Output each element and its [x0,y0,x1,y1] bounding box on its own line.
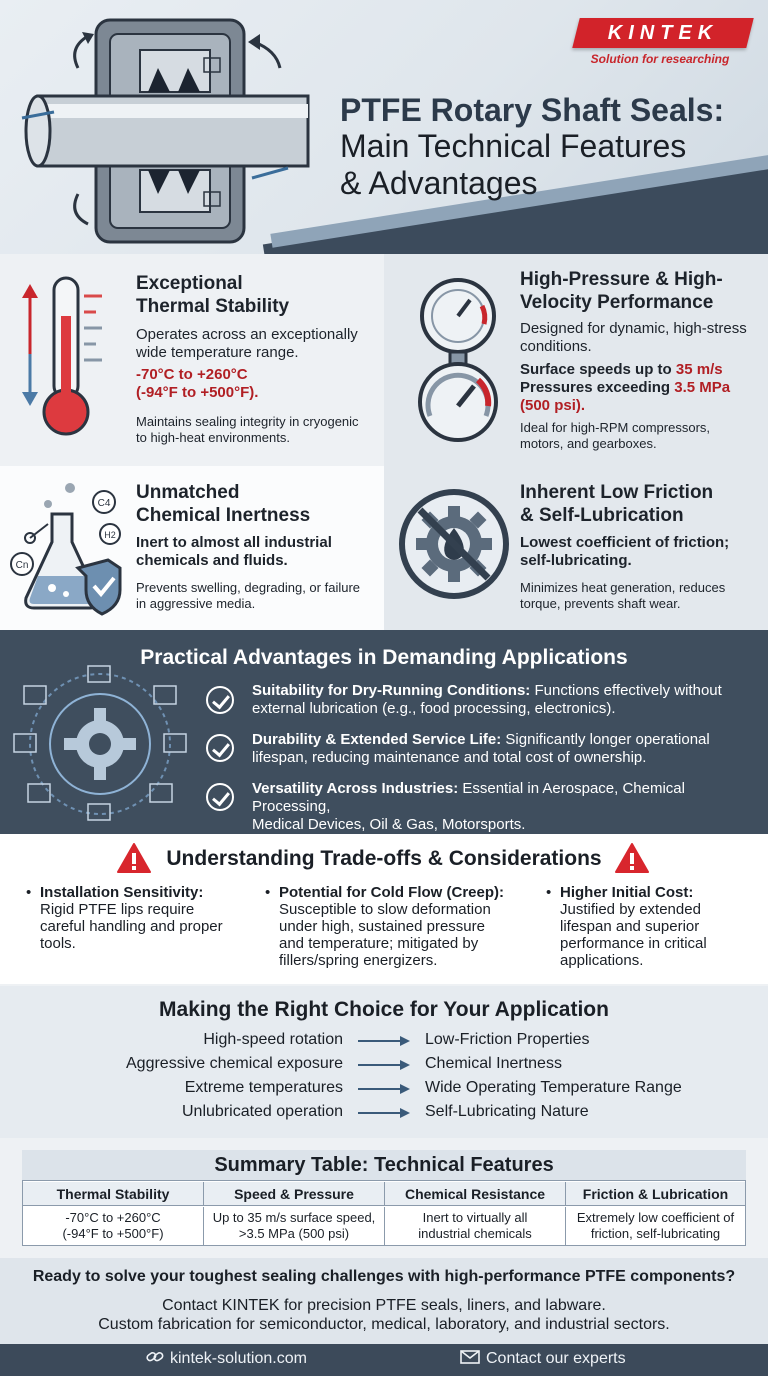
advantage-durability [252,731,762,767]
thermal-range-fahrenheit: (-94°F to +500°F). [136,384,259,401]
tradeoff-line: lifespan and superior [560,918,700,935]
website-label: kintek-solution.com [170,1350,307,1367]
brand-tagline: Solution for researching [590,52,730,66]
choice-need: Unlubricated operation [182,1103,343,1120]
tradeoff-line: Rigid PTFE lips require [40,901,195,918]
choice-need: Aggressive chemical exposure [126,1055,343,1072]
advantage-line-1 [252,682,762,700]
pressure-title-line-2: Velocity Performance [520,292,714,313]
pressure-title-line-1: High-Pressure & High- [520,269,723,290]
table-header-speed: Speed & Pressure [204,1182,385,1206]
pressure-speed [520,361,723,379]
thermal-note-1: Maintains sealing integrity in cryogenic [136,414,359,429]
rotary-shaft-seal-illustration [8,8,328,248]
pressure-desc-2: conditions. [520,338,592,355]
advantage-line-1 [252,731,762,749]
check-icon [206,686,234,714]
check-icon [206,734,234,762]
tradeoff-title: Higher Initial Cost: [560,884,694,901]
chemical-flask-icon [8,480,128,620]
table-header-chemical: Chemical Resistance [385,1182,566,1206]
choice-property: Self-Lubricating Nature [425,1103,589,1120]
arrow-right-icon [358,1084,410,1094]
table-cell-speed [204,1207,385,1245]
tradeoff-title: Installation Sensitivity: [40,884,204,901]
thermal-desc-2: wide temperature range. [136,344,299,361]
tradeoff-line: performance in critical [560,935,707,952]
badge-c4: C4 [97,498,111,509]
chemical-desc-1: Inert to almost all industrial [136,534,332,551]
tradeoff-title: Potential for Cold Flow (Creep): [279,884,504,901]
contact-link[interactable] [460,1350,626,1368]
cell-line: Extremely low coefficient of [576,1210,735,1225]
feature-card-friction [384,466,768,630]
cell-line: Up to 35 m/s surface speed, [212,1210,376,1225]
thermometer-icon [18,274,118,444]
feature-card-pressure [384,254,768,466]
advantage-text: Functions effectively without [530,682,722,699]
pressure-note-2: motors, and gearboxes. [520,436,657,451]
advantage-bold: Durability & Extended Service Life: [252,731,502,748]
tradeoff-line: Justified by extended [560,901,701,918]
advantages-title: Practical Advantages in Demanding Applications [140,646,628,669]
link-icon [146,1350,164,1364]
badge-cn: Cn [15,560,29,571]
table-cell-thermal [23,1207,204,1245]
advantage-line-2: Medical Devices, Oil & Gas, Motorsports. [252,816,526,833]
badge-h2: H2 [104,530,116,540]
pressure-gauge-icon [408,276,508,442]
pressure-label: Pressures exceeding [520,379,675,396]
friction-title-line-2: & Self-Lubrication [520,505,684,526]
friction-note-1: Minimizes heat generation, reduces [520,580,726,595]
advantage-dry-running [252,682,762,718]
tradeoffs-title: Understanding Trade-offs & Considerations [166,847,602,870]
table-cell-chemical [385,1207,566,1245]
choice-need: Extreme temperatures [184,1079,343,1096]
page-title-line-2: Main Technical Features [340,128,687,164]
page-title-line-1: PTFE Rotary Shaft Seals: [340,92,725,128]
tradeoff-line: fillers/spring energizers. [279,952,438,969]
tradeoff-line: Susceptible to slow deformation [279,901,491,918]
cell-line: friction, self-lubricating [590,1226,721,1241]
thermal-desc-1: Operates across an exceptionally [136,326,358,343]
advantage-line-2: external lubrication (e.g., food processing, electronics). [252,700,616,717]
thermal-range-celsius: -70°C to +260°C [136,366,248,383]
table-cell-friction [566,1207,745,1245]
thermal-title-line-2: Thermal Stability [136,296,290,317]
choice-property: Wide Operating Temperature Range [425,1079,682,1096]
chemical-desc-2: chemicals and fluids. [136,552,288,569]
speed-value: 35 m/s [675,361,723,378]
tradeoff-line: under high, sustained pressure [279,918,485,935]
tradeoff-installation [26,884,250,952]
choice-property: Low-Friction Properties [425,1031,590,1048]
no-lubricant-gear-icon [398,488,510,600]
choice-title: Making the Right Choice for Your Application [159,998,609,1021]
mail-icon [460,1350,480,1364]
arrow-right-icon [358,1060,410,1070]
advantage-line-2: lifespan, reducing maintenance and total cost of ownership. [252,749,647,766]
page-title-line-3: & Advantages [340,165,538,201]
tradeoff-line: applications. [560,952,644,969]
advantage-line-1 [252,780,762,816]
thermal-title-line-1: Exceptional [136,273,243,294]
advantage-versatility [252,780,762,834]
contact-label: Contact our experts [486,1350,626,1367]
cta-question: Ready to solve your toughest sealing challenges with high-performance PTFE components? [32,1268,736,1285]
friction-title-line-1: Inherent Low Friction [520,482,714,503]
tradeoff-line: careful handling and proper [40,918,223,935]
cta-line-1: Contact KINTEK for precision PTFE seals, liners, and labware. [162,1297,606,1314]
footer-bar [0,1344,768,1376]
chemical-note-1: Prevents swelling, degrading, or failure [136,580,361,595]
friction-desc-1: Lowest coefficient of friction; [520,534,730,551]
cell-line: (-94°F to +500°F) [62,1226,164,1241]
choice-property: Chemical Inertness [425,1055,562,1072]
feature-card-thermal [0,254,384,466]
bullet: • [546,884,552,901]
bullet: • [265,884,271,901]
tradeoff-cold-flow [265,884,529,969]
chemical-note-2: in aggressive media. [136,596,256,611]
arrow-right-icon [358,1108,410,1118]
pressure-desc-1: Designed for dynamic, high-stress [520,320,747,337]
advantage-text: Significantly longer operational [501,731,710,748]
cta-line-2: Custom fabrication for semiconductor, medical, laboratory, and industrial sectors. [98,1316,670,1333]
cell-line: -70°C to +260°C [65,1210,161,1225]
table-header-thermal: Thermal Stability [23,1182,204,1206]
feature-card-chemical [0,466,384,630]
tradeoff-initial-cost [546,884,760,969]
table-header-friction: Friction & Lubrication [566,1182,745,1206]
cell-line: Inert to virtually all [422,1210,528,1225]
pressure-value: 3.5 MPa [674,379,731,396]
thermal-note-2: to high-heat environments. [136,430,290,445]
pressure-psi: (500 psi). [520,397,586,414]
pressure-limit [520,379,730,397]
friction-desc-2: self-lubricating. [520,552,632,569]
advantage-bold: Suitability for Dry-Running Conditions: [252,682,531,699]
chemical-title-line-1: Unmatched [136,482,240,503]
website-link[interactable] [146,1350,307,1368]
pressure-note-1: Ideal for high-RPM compressors, [520,420,711,435]
tech-gear-hub-icon [10,664,190,824]
friction-note-2: torque, prevents shaft wear. [520,596,681,611]
brand-logo: KINTEK [607,22,719,44]
tradeoff-line: and temperature; mitigated by [279,935,479,952]
choice-need: High-speed rotation [203,1031,343,1048]
check-icon [206,783,234,811]
cell-line: >3.5 MPa (500 psi) [238,1226,350,1241]
arrow-right-icon [358,1036,410,1046]
tradeoff-line: tools. [40,935,76,952]
cell-line: industrial chemicals [418,1226,532,1241]
bullet: • [26,884,32,901]
chemical-title-line-2: Chemical Inertness [136,505,311,526]
advantage-bold: Versatility Across Industries: [252,780,459,797]
speed-label: Surface speeds up to [520,361,676,378]
advantage-text: Essential in Aerospace, Chemical Processing, [252,780,685,815]
summary-table-title: Summary Table: Technical Features [22,1150,746,1181]
